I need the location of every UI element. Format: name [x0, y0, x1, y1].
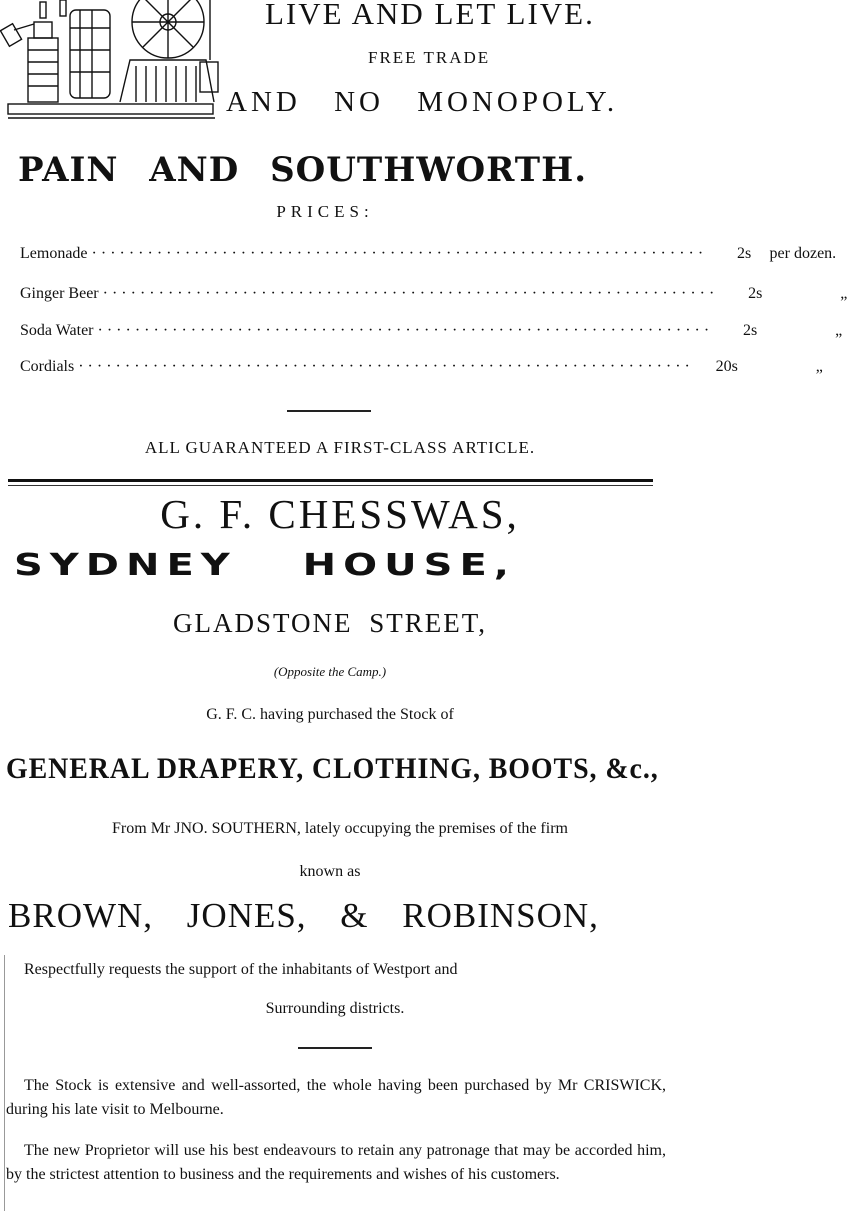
paragraph-text: The Stock is extensive and well-assorted, the whole having been purchased by Mr CRISWICK, during his late visit to Melbourne.	[6, 1077, 666, 1118]
price-value: 2s	[736, 245, 752, 262]
prices-heading: PRICES:	[276, 202, 374, 221]
proprietor-name: G. F. CHESSWAS,	[160, 491, 520, 537]
divider-rule	[287, 410, 371, 412]
goods-heading: GENERAL DRAPERY, CLOTHING, BOOTS, &c.,	[6, 752, 659, 785]
proprietor-paragraph	[6, 1139, 666, 1187]
districts-line: Surrounding districts.	[265, 1000, 405, 1017]
street-name: GLADSTONE STREET,	[173, 608, 487, 638]
old-firm-name: BROWN, JONES, & ROBINSON,	[8, 896, 599, 935]
price-value: 2s	[742, 322, 758, 339]
leader-dots: ··································································	[102, 285, 719, 302]
machinery-engraving	[0, 0, 228, 125]
price-unit: „	[835, 322, 843, 339]
slogan-live-and-let-live: LIVE AND LET LIVE.	[265, 0, 595, 31]
location-note: (Opposite the Camp.)	[273, 664, 387, 679]
request-line: Respectfully requests the support of the inhabitants of Westport and	[24, 961, 458, 978]
price-unit: „	[840, 285, 847, 302]
stock-paragraph	[6, 1074, 666, 1122]
known-as-line: known as	[299, 863, 361, 880]
leader-dots: ··································································	[91, 245, 708, 262]
price-value: 2s	[748, 285, 763, 302]
leader-dots: ··································································	[97, 322, 714, 339]
divider-rule	[298, 1047, 372, 1049]
from-line: From Mr JNO. SOUTHERN, lately occupying the premises of the firm	[112, 820, 568, 837]
price-item: Soda Water	[20, 322, 94, 339]
price-unit: per dozen.	[769, 245, 837, 262]
house-name: SYDNEY HOUSE,	[14, 548, 516, 583]
slogan-free-trade: FREE TRADE	[368, 48, 491, 67]
column-edge	[4, 955, 5, 1211]
price-value: 20s	[715, 358, 738, 375]
price-row	[20, 285, 847, 311]
price-item: Cordials	[20, 358, 75, 375]
slogan-no-monopoly: AND NO MONOPOLY.	[226, 86, 619, 118]
leader-dots: ··································································	[78, 358, 694, 375]
price-unit: „	[815, 358, 823, 375]
firm-name: PAIN AND SOUTHWORTH.	[18, 150, 588, 190]
price-item: Ginger Beer	[20, 285, 99, 302]
price-row	[20, 245, 837, 271]
paragraph-text: The new Proprietor will use his best endeavours to retain any patronage that may be accorded him, by the strictest attention to business and the requirements and wishes of his customers.	[6, 1142, 666, 1183]
price-row	[20, 322, 843, 348]
price-row	[20, 358, 823, 384]
purchase-line: G. F. C. having purchased the Stock of	[206, 706, 454, 723]
advert-separator-thick	[8, 479, 653, 482]
guarantee-line: ALL GUARANTEED A FIRST-CLASS ARTICLE.	[144, 438, 536, 457]
price-item: Lemonade	[20, 245, 88, 262]
advert-separator-thin	[8, 485, 653, 486]
